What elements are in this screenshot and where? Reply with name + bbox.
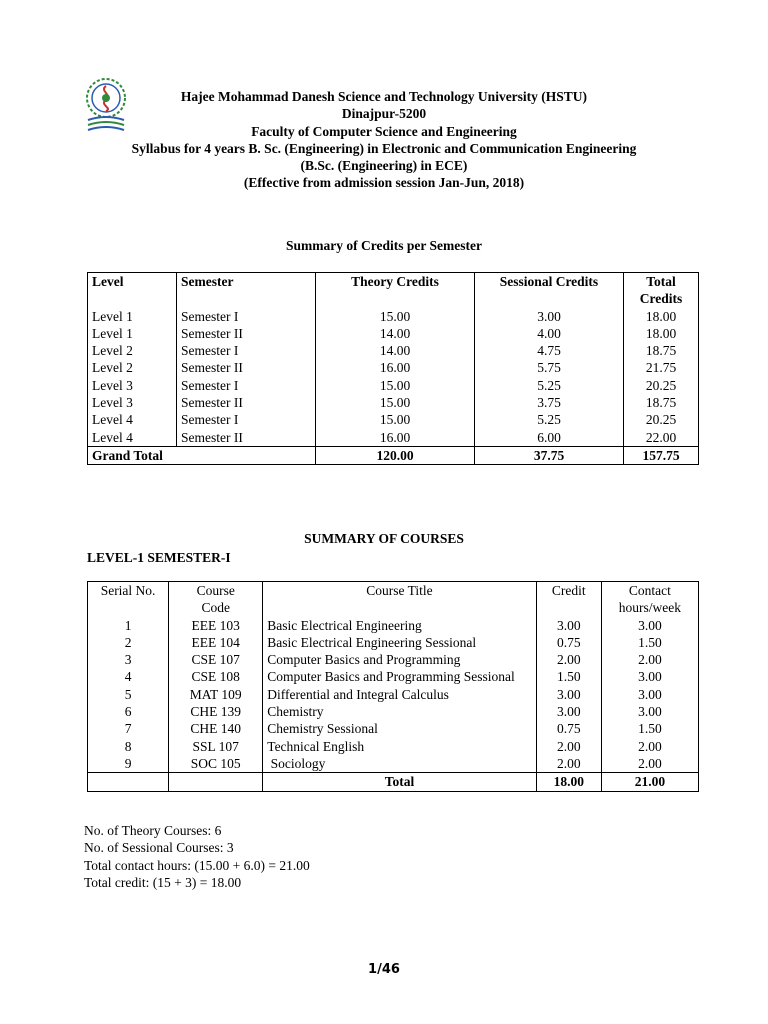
table-row (88, 651, 699, 668)
header-serial: Serial No. (88, 582, 169, 617)
cell-contact-hours: 3.00 (601, 686, 698, 703)
courses-total-hours: 21.00 (601, 773, 698, 791)
cell-serial: 8 (88, 738, 169, 755)
cell-credit: 2.00 (536, 738, 601, 755)
cell-credit: 2.00 (536, 651, 601, 668)
cell-total: 18.75 (624, 342, 699, 359)
cell-semester: Semester I (177, 342, 316, 359)
cell-credit: 3.00 (536, 617, 601, 634)
cell-course-title: Basic Electrical Engineering (263, 617, 536, 634)
cell-total: 20.25 (624, 377, 699, 394)
courses-summary-title: SUMMARY OF COURSES (304, 531, 464, 546)
header-sessional-credits: Sessional Credits (475, 273, 624, 308)
cell-total: 20.25 (624, 411, 699, 428)
courses-table (87, 581, 699, 792)
cell-serial: 5 (88, 686, 169, 703)
grand-total-label: Grand Total (88, 446, 316, 464)
cell-level: Level 2 (88, 359, 177, 376)
cell-sessional: 6.00 (475, 429, 624, 447)
cell-sessional: 4.00 (475, 325, 624, 342)
table-row (88, 394, 699, 411)
cell-theory: 14.00 (316, 342, 475, 359)
university-location: Dinajpur-5200 (341, 106, 427, 122)
cell-contact-hours: 3.00 (601, 668, 698, 685)
cell-credit: 1.50 (536, 668, 601, 685)
cell-semester: Semester I (177, 377, 316, 394)
cell-course-title: Differential and Integral Calculus (263, 686, 536, 703)
level-semester-title: LEVEL-1 SEMESTER-I (87, 550, 231, 565)
cell-total: 21.75 (624, 359, 699, 376)
document-header (0, 88, 768, 192)
cell-contact-hours: 2.00 (601, 738, 698, 755)
header-contact-hours: Contact hours/week (601, 582, 698, 617)
cell-course-title: Computer Basics and Programming Sessional (263, 668, 536, 685)
cell-theory: 15.00 (316, 377, 475, 394)
table-row (88, 429, 699, 447)
header-theory-credits: Theory Credits (316, 273, 475, 308)
cell-total: 18.00 (624, 325, 699, 342)
header-course-title: Course Title (263, 582, 536, 617)
cell-course-code: EEE 104 (169, 634, 263, 651)
cell-credit: 0.75 (536, 720, 601, 737)
cell-sessional: 3.75 (475, 394, 624, 411)
cell-serial: 9 (88, 755, 169, 773)
cell-level: Level 1 (88, 308, 177, 325)
cell-level: Level 2 (88, 342, 177, 359)
cell-semester: Semester II (177, 325, 316, 342)
cell-course-code: SSL 107 (169, 738, 263, 755)
cell-total: 22.00 (624, 429, 699, 447)
table-row (88, 755, 699, 773)
header-course-code: Course Code (169, 582, 263, 617)
cell-course-title: Basic Electrical Engineering Sessional (263, 634, 536, 651)
table-row (88, 617, 699, 634)
table-row (88, 634, 699, 651)
cell-serial: 4 (88, 668, 169, 685)
cell-course-title: Computer Basics and Programming (263, 651, 536, 668)
cell-serial: 6 (88, 703, 169, 720)
table-row (88, 308, 699, 325)
header-level: Level (88, 273, 177, 308)
table-header-row (88, 273, 699, 308)
degree-name: (B.Sc. (Engineering) in ECE) (300, 158, 468, 174)
cell-course-title: Sociology (263, 755, 536, 773)
cell-sessional: 5.25 (475, 411, 624, 428)
cell-credit: 0.75 (536, 634, 601, 651)
courses-total-label: Total (263, 773, 536, 791)
cell-theory: 14.00 (316, 325, 475, 342)
cell-credit: 2.00 (536, 755, 601, 773)
cell-semester: Semester I (177, 308, 316, 325)
cell-contact-hours: 2.00 (601, 651, 698, 668)
cell-theory: 16.00 (316, 429, 475, 447)
table-row (88, 720, 699, 737)
theory-courses-count: No. of Theory Courses: 6 (84, 823, 222, 838)
cell-course-code: MAT 109 (169, 686, 263, 703)
header-semester: Semester (177, 273, 316, 308)
cell-course-title: Chemistry (263, 703, 536, 720)
grand-total-sessional: 37.75 (475, 446, 624, 464)
cell-total: 18.75 (624, 394, 699, 411)
cell-contact-hours: 1.50 (601, 634, 698, 651)
cell-semester: Semester II (177, 359, 316, 376)
cell-semester: Semester II (177, 394, 316, 411)
cell-serial: 1 (88, 617, 169, 634)
cell-course-title: Chemistry Sessional (263, 720, 536, 737)
cell-sessional: 3.00 (475, 308, 624, 325)
header-total-credits: Total Credits (624, 273, 699, 308)
cell-serial: 3 (88, 651, 169, 668)
courses-total-row (88, 773, 699, 791)
grand-total-theory: 120.00 (316, 446, 475, 464)
cell-semester: Semester I (177, 411, 316, 428)
cell-sessional: 5.25 (475, 377, 624, 394)
grand-total-row (88, 446, 699, 464)
cell-semester: Semester II (177, 429, 316, 447)
total-contact-hours: Total contact hours: (15.00 + 6.0) = 21.00 (84, 857, 310, 873)
header-credit: Credit (536, 582, 601, 617)
cell-credit: 3.00 (536, 703, 601, 720)
table-row (88, 411, 699, 428)
cell-contact-hours: 1.50 (601, 720, 698, 737)
cell-total: 18.00 (624, 308, 699, 325)
grand-total-credits: 157.75 (624, 446, 699, 464)
cell-course-code: CSE 107 (169, 651, 263, 668)
cell-course-code: CHE 139 (169, 703, 263, 720)
page-number: 1/46 (368, 962, 400, 977)
cell-sessional: 4.75 (475, 342, 624, 359)
cell-serial: 7 (88, 720, 169, 737)
sessional-courses-count: No. of Sessional Courses: 3 (84, 840, 234, 856)
table-row (88, 703, 699, 720)
syllabus-title: Syllabus for 4 years B. Sc. (Engineering) in Electronic and Communication Engineering (131, 140, 637, 156)
cell-level: Level 3 (88, 394, 177, 411)
cell-level: Level 4 (88, 429, 177, 447)
cell-level: Level 4 (88, 411, 177, 428)
cell-theory: 15.00 (316, 308, 475, 325)
cell-course-code: SOC 105 (169, 755, 263, 773)
cell-credit: 3.00 (536, 686, 601, 703)
table-header-row (88, 582, 699, 617)
table-row (88, 668, 699, 685)
table-row (88, 686, 699, 703)
cell-level: Level 3 (88, 377, 177, 394)
cell-course-title: Technical English (263, 738, 536, 755)
cell-theory: 15.00 (316, 394, 475, 411)
total-empty-serial (88, 773, 169, 791)
effective-session: (Effective from admission session Jan-Jun, 2018) (243, 175, 525, 191)
university-name: Hajee Mohammad Danesh Science and Technology University (HSTU) (180, 89, 588, 104)
cell-course-code: CHE 140 (169, 720, 263, 737)
courses-total-credit: 18.00 (536, 773, 601, 791)
credits-summary-title: Summary of Credits per Semester (286, 238, 482, 253)
cell-theory: 15.00 (316, 411, 475, 428)
total-credit: Total credit: (15 + 3) = 18.00 (84, 874, 242, 890)
table-row (88, 738, 699, 755)
table-row (88, 325, 699, 342)
table-row (88, 359, 699, 376)
cell-contact-hours: 3.00 (601, 617, 698, 634)
table-row (88, 342, 699, 359)
cell-contact-hours: 2.00 (601, 755, 698, 773)
cell-course-code: EEE 103 (169, 617, 263, 634)
cell-serial: 2 (88, 634, 169, 651)
table-row (88, 377, 699, 394)
cell-theory: 16.00 (316, 359, 475, 376)
cell-sessional: 5.75 (475, 359, 624, 376)
credits-summary-table (87, 272, 699, 465)
total-empty-code (169, 773, 263, 791)
cell-level: Level 1 (88, 325, 177, 342)
cell-course-code: CSE 108 (169, 668, 263, 685)
cell-contact-hours: 3.00 (601, 703, 698, 720)
course-notes (84, 822, 310, 891)
faculty-name: Faculty of Computer Science and Engineering (251, 123, 517, 139)
